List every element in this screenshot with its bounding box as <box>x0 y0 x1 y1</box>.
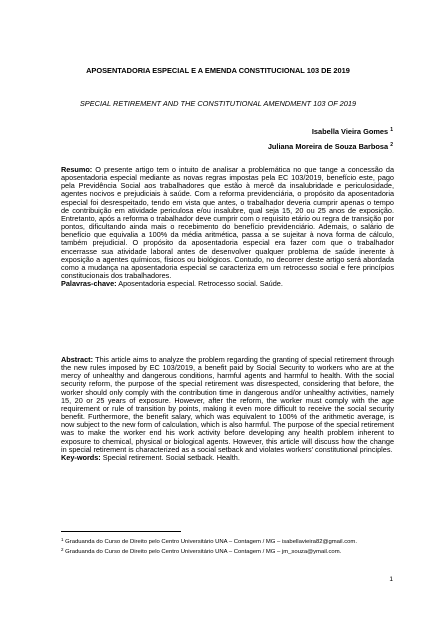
keywords-text: Aposentadoria especial. Retrocesso social. Saúde. <box>118 279 283 289</box>
resumo-label: Resumo: <box>61 165 93 174</box>
footnote-mark: 1 <box>61 537 64 542</box>
abstract-text: This article aims to analyze the problem regarding the granting of special retirement through the new rules imposed by EC 103/2019, a benefit paid by Social Security to workers who are at the mercy of unhealthy and dangerous conditions, harmful agents and harmful to health. With the social security reform, the purpose of the special retirement was disrespected, considering that before, the worker should only comply with the contribution time in dangerous and/or unhealthy activities, namely 15, 20 or 25 years of exposure. However, after the reform, the worker must comply with the age requirement or rule of transition by points, making it even more difficult to receive the social security benefit. Furthermore, the benefit salary, which was equivalent to 100% of the arithmetic average, is now subject to the new form of calculation, which is also harmful. The purpose of the special retirement was to make the worker end his work activity before developing any health problem inherent to exposure to chemical, physical or biological agents. However, this article will discuss how the change in special retirement is characterized as a social setback and violates workers' constitutional principles. <box>61 355 394 454</box>
page-number: 1 <box>389 576 393 583</box>
footnotes <box>61 536 394 556</box>
author-2 <box>268 141 393 151</box>
resumo-text: O presente artigo tem o intuito de analisar a problemática no que tange a concessão da aposentadoria especial mediante as novas regras impostas pela EC 103/2019, benefício este, pago pela Previdência Social aos trabalhadores que estão à mercê da insalubridade e periculosidade, agentes nocivos e prejudiciais à saúde. Com a reforma previdenciária, o propósito da aposentadoria especial foi desrespeitado, tendo em vista que antes, o trabalhador deveria cumprir apenas o tempo de contribuição em atividade periculosa e/ou insalubre, qual seja 15, 20 ou 25 anos de exposição. Entretanto, após a reforma o trabalhador deve cumprir com o requisito etário ou regra de transição por pontos, dificultando ainda mais o recebimento do benefício previdenciário. Ademais, o salário de benefício que equivalia a 100% da média aritmética, passa a se sujeitar à nova forma de cálculo, também prejudicial. O propósito da aposentadoria especial era fazer com que o trabalhador encerrasse sua atividade laboral antes de desenvolver qualquer problema de saúde inerente à exposição a agentes químicos, físicos ou biológicos. Contudo, no decorrer deste artigo será abordada como a mudança na aposentadoria especial se caracteriza em um retrocesso social e fere princípios constitucionais dos trabalhadores. <box>61 165 394 281</box>
keywords-text: Special retirement. Social setback. Health. <box>102 452 240 462</box>
footnote-divider <box>61 531 181 532</box>
footnote-1 <box>61 536 394 546</box>
footnote-2 <box>61 546 394 556</box>
keywords-label: Key-words: <box>61 452 101 462</box>
abstract-paragraph <box>61 356 394 454</box>
author-name: Juliana Moreira de Souza Barbosa <box>267 142 389 151</box>
keywords-label: Palavras-chave: <box>61 279 117 289</box>
abstract-section <box>61 356 394 462</box>
footnote-mark: 2 <box>61 547 64 553</box>
author-1 <box>312 126 393 136</box>
resumo-section <box>61 166 394 288</box>
paper-title: APOSENTADORIA ESPECIAL E A EMENDA CONSTITUCIONAL 103 DE 2019 <box>86 66 350 75</box>
author-footnote-mark: 1 <box>390 127 393 133</box>
footnote-text: Graduanda do Curso de Direito pelo Centro Universitário UNA – Contagem / MG – jm_souza@ymail.com. <box>65 549 342 556</box>
resumo-paragraph <box>61 166 394 280</box>
abstract-keywords <box>61 454 394 462</box>
paper-subtitle: SPECIAL RETIREMENT AND THE CONSTITUTIONAL AMENDMENT 103 OF 2019 <box>79 99 357 108</box>
author-name: Isabella Vieira Gomes <box>311 127 389 136</box>
abstract-label: Abstract: <box>61 355 94 364</box>
resumo-keywords <box>61 280 394 288</box>
footnote-text: Graduanda do Curso de Direito pelo Centro Universitário UNA – Contagem / MG – isabellavieira82@gmail.com. <box>65 539 357 545</box>
author-footnote-mark: 2 <box>390 142 393 148</box>
